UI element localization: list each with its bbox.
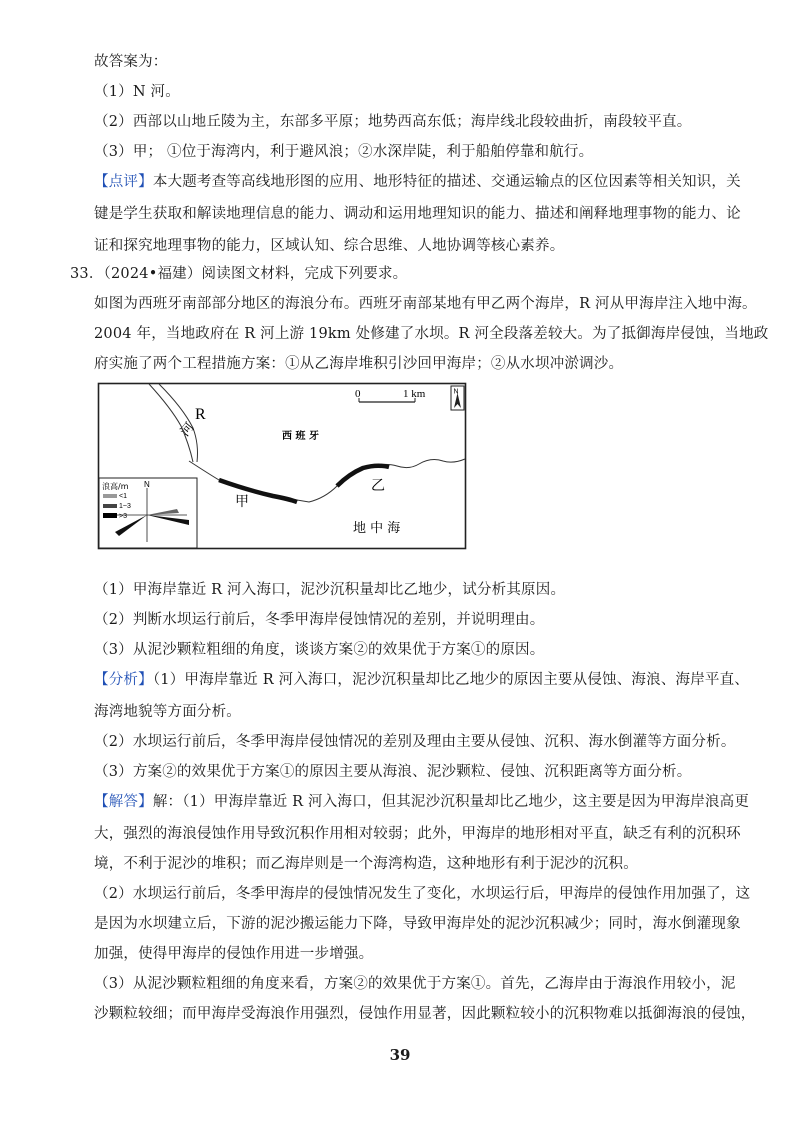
solution-line-6: 加强，使得甲海岸的侵蚀作用进一步增强。 [94, 946, 374, 962]
coast-yi-label: 乙 [371, 478, 385, 494]
comment-line-2: 键是学生获取和解读地理信息的能力、调动和运用地理知识的能力、描述和阐释地理事物的能力、论 [94, 206, 741, 222]
solution-line-8: 沙颗粒较细；而甲海岸受海浪作用强烈，侵蚀作用显著，因此颗粒较小的沉积物难以抵御海浪的侵蚀， [94, 1006, 756, 1022]
scale-km: 1 km [403, 388, 426, 400]
scale-zero: 0 [355, 388, 361, 400]
solution-line-3: 境，不利于泥沙的堆积；而乙海岸则是一个海湾构造，这种地形有利于泥沙的沉积。 [94, 856, 638, 872]
question-stem-2: 2004 年，当地政府在 R 河上游 19km 处修建了水坝。R 河全段落差较大。为了抵御海岸侵蚀，当地政 [94, 326, 769, 342]
analysis-line-4: （3）方案②的效果优于方案①的原因主要从海浪、泥沙颗粒、侵蚀、沉积距离等方面分析。 [94, 764, 692, 780]
river-char: 河 [177, 420, 198, 440]
answer-2: （2）西部以山地丘陵为主，东部多平原；地势西高东低；海岸线北段较曲折，南段较平直。 [94, 114, 692, 130]
analysis-line-3: （2）水坝运行前后，冬季甲海岸侵蚀情况的差别及理由主要从侵蚀、沉积、海水倒灌等方面分析。 [94, 734, 736, 750]
solution-text-1: 解：（1）甲海岸靠近 R 河入海口，但其泥沙沉积量却比乙地少，这主要是因为甲海岸浪高更 [152, 794, 750, 810]
answer-3: （3）甲； ①位于海湾内，利于避风浪；②水深岸陡，利于船舶停靠和航行。 [94, 144, 594, 160]
legend-item-2: 1~3 [119, 503, 131, 510]
wave-distribution-map [97, 382, 467, 550]
solution-line-2: 大，强烈的海浪侵蚀作用导致沉积作用相对较弱；此外，甲海岸的地形相对平直，缺乏有利的沉积环 [94, 826, 741, 842]
question-2: （2）判断水坝运行前后，冬季甲海岸侵蚀情况的差别，并说明理由。 [94, 612, 545, 628]
solution-line-4: （2）水坝运行前后，冬季甲海岸的侵蚀情况发生了变化，水坝运行后，甲海岸的侵蚀作用加强了，这 [94, 886, 751, 902]
north-label: N [453, 388, 459, 396]
answer-1: （1）N 河。 [94, 84, 180, 100]
question-1: （1）甲海岸靠近 R 河入海口，泥沙沉积量却比乙地少，试分析其原因。 [94, 582, 566, 598]
analysis-text-1: （1）甲海岸靠近 R 河入海口，泥沙沉积量却比乙地少的原因主要从侵蚀、海浪、海岸平直、 [152, 672, 750, 688]
solution-line-5: 是因为水坝建立后，下游的泥沙搬运能力下降，导致甲海岸处的泥沙沉积减少；同时，海水倒灌现象 [94, 916, 741, 932]
sea-label: 地 中 海 [353, 521, 401, 536]
analysis-tag: 【分析】 [94, 672, 153, 688]
analysis-line-2: 海湾地貌等方面分析。 [94, 704, 241, 720]
page-number: 39 [389, 1046, 411, 1064]
comment-line-1 [94, 172, 741, 192]
analysis-line-1 [94, 670, 750, 690]
question-3: （3）从泥沙颗粒粗细的角度，谈谈方案②的效果优于方案①的原因。 [94, 642, 545, 658]
country-label: 西 班 牙 [282, 431, 319, 442]
answer-intro: 故答案为： [94, 54, 168, 70]
solution-tag: 【解答】 [94, 794, 153, 810]
solution-line-1 [94, 792, 750, 812]
question-stem-1: 如图为西班牙南部部分地区的海浪分布。西班牙南部某地有甲乙两个海岸，R 河从甲海岸注入地中海。 [94, 296, 757, 312]
legend-title: 浪高/m [102, 482, 129, 491]
coast-jia-label: 甲 [235, 494, 249, 510]
comment-text-1: 本大题考查等高线地形图的应用、地形特征的描述、交通运输点的区位因素等相关知识，关 [152, 174, 741, 190]
rose-north-label: N [144, 480, 150, 489]
question-header: 33．（2024•福建）阅读图文材料，完成下列要求。 [70, 266, 408, 282]
solution-line-7: （3）从泥沙颗粒粗细的角度来看，方案②的效果优于方案①。首先，乙海岸由于海浪作用较小，泥 [94, 976, 736, 992]
question-stem-3: 府实施了两个工程措施方案：①从乙海岸堆积引沙回甲海岸；②从水坝冲淤调沙。 [94, 356, 624, 372]
legend-item-1: <1 [119, 493, 127, 500]
comment-tag: 【点评】 [94, 174, 153, 190]
legend-item-3: >3 [119, 513, 127, 520]
comment-line-3: 证和探究地理事物的能力，区域认知、综合思维、人地协调等核心素养。 [94, 238, 565, 254]
river-label: R [195, 406, 206, 423]
